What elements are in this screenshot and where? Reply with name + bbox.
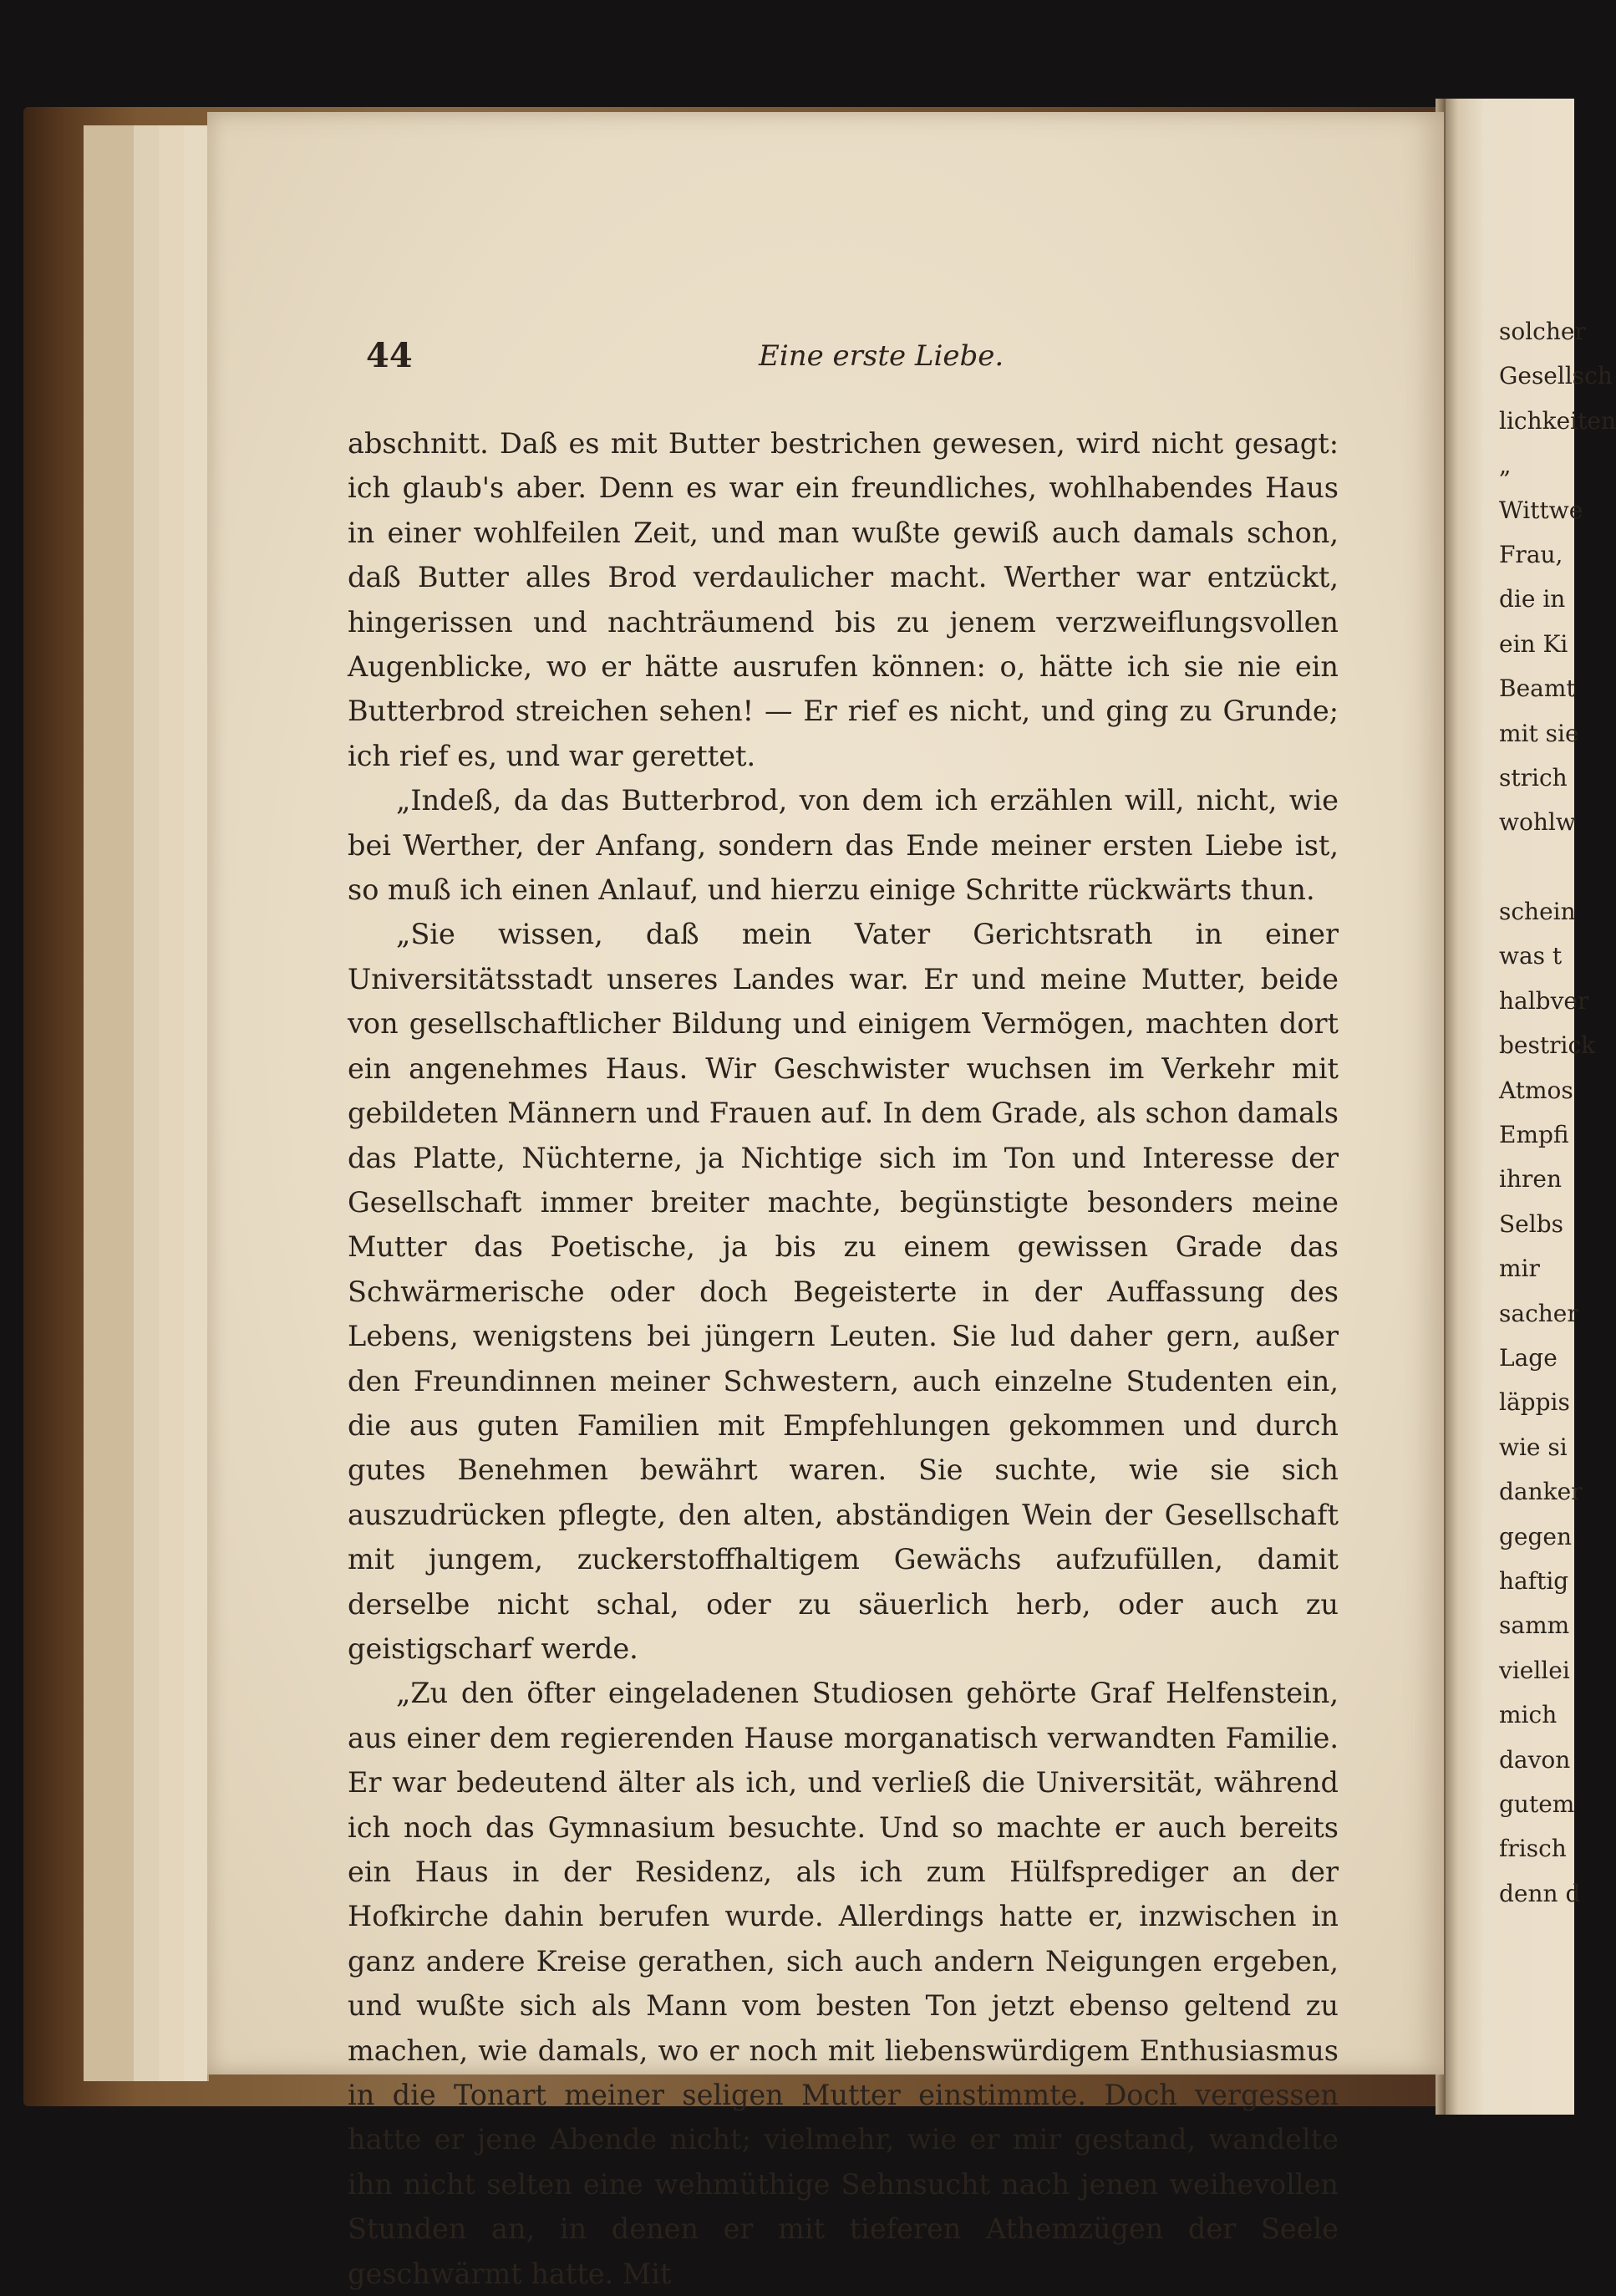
paragraph: „Sie wissen, daß mein Vater Gerichtsrath in einer Universitätsstadt unseres Landes war. Er und meine Mutter, beide von gesellschaftlicher Bildung und einigem Vermögen, machten dort ein angenehmes Haus. Wir Geschwister wuchsen im Verkehr mit gebildeten Männern und Frauen auf. In dem Grade, als schon damals das Platte, Nüchterne, ja Nichtige sich im Ton und Interesse der Gesellschaft immer breiter machte, begünstigte besonders meine Mutter das Poetische, ja bis zu einem gewissen Grade das Schwärmerische oder doch Begeisterte in der Auffassung des Lebens, wenigstens bei jüngern Leuten. Sie lud daher gern, außer den Freundinnen meiner Schwestern, auch einzelne Studenten ein, die aus guten Familien mit Empfehlungen gekommen und durch gutes Benehmen bewährt waren. Sie suchte, wie sie sich auszudrücken pflegte, den alten, abständigen Wein der Gesellschaft mit jungem, zuckerstoffhaltigem Gewächs aufzufüllen, damit derselbe nicht schal, oder zu säuerlich herb, oder auch zu geistigscharf werde.	[348, 918, 1339, 1665]
facing-page-line: bestrick	[1499, 1031, 1596, 1060]
facing-page-line: Empfi	[1499, 1121, 1569, 1149]
facing-page-line: halbver	[1499, 986, 1589, 1015]
facing-page-line: solcher	[1499, 318, 1586, 345]
facing-page-line: gegen	[1499, 1522, 1573, 1550]
facing-page-line: denn d	[1499, 1879, 1581, 1907]
facing-page-line: danker	[1499, 1478, 1583, 1506]
facing-page-line: Frau,	[1499, 540, 1563, 568]
facing-page-line: gutem	[1499, 1789, 1575, 1818]
facing-page-line: „	[1499, 451, 1512, 480]
facing-page-line: sacher	[1499, 1299, 1578, 1327]
facing-page-line: Selbs	[1499, 1209, 1563, 1238]
facing-page-line: mit sie	[1499, 719, 1579, 747]
facing-page-line: die in	[1499, 585, 1566, 613]
facing-page-line: Gesellsch	[1499, 362, 1613, 390]
facing-page-line: strich	[1499, 763, 1568, 792]
facing-page-line: läppis	[1499, 1388, 1570, 1417]
facing-page-line: samm	[1499, 1611, 1570, 1640]
facing-page-line: schein	[1499, 898, 1576, 926]
paragraph: „Zu den öfter eingeladenen Studiosen gehörte Graf Helfenstein, aus einer dem regierenden Hause morganatisch verwandten Familie. Er war bedeutend älter als ich, und verließ die Universität, während ich noch das Gymnasium besuchte. Und so machte er auch bereits ein Haus in der Residenz, als ich zum Hülfsprediger an der Hofkirche dahin berufen wurde. Allerdings hatte er, inzwischen in ganz andere Kreise gerathen, sich auch andern Neigungen ergeben, und wußte sich als Mann vom besten Ton jetzt ebenso geltend zu machen, wie damals, wo er noch mit liebenswürdigem Enthusiasmus in die Tonart meiner seligen Mutter einstimmte. Doch vergessen hatte er jene Abende nicht; vielmehr, wie er mir gestand, wandelte ihn nicht selten eine wehmüthige Sehnsucht nach jenen weihevollen Stunden an, in denen er mit tieferen Athemzügen der Seele geschwärmt hatte. Mit	[348, 1677, 1339, 2290]
facing-page-line: ihren	[1499, 1165, 1562, 1194]
page-edge	[134, 125, 160, 2081]
facing-page-line: was t	[1499, 942, 1563, 970]
page-edge	[84, 125, 135, 2081]
facing-page-line	[1499, 845, 1574, 889]
facing-page-line: ein Ki	[1499, 629, 1568, 658]
facing-page-text	[1499, 309, 1616, 1916]
page-number: 44	[366, 336, 413, 375]
paragraph: abschnitt. Daß es mit Butter bestrichen gewesen, wird nicht gesagt: ich glaub's aber. Denn es war ein freundliches, wohlhabendes Haus in einer wohlfeilen Zeit, und man wußte gewiß auch damals schon, daß Butter alles Brod verdaulicher macht. Werther war entzückt, hingerissen und nachträumend bis zu jenem verzweiflungsvollen Augenblicke, wo er hätte ausrufen können: o, hätte ich sie nie ein Butterbrod streichen sehen! — Er rief es nicht, und ging zu Grunde; ich rief es, und war gerettet.	[348, 427, 1339, 772]
facing-page-line: davon	[1499, 1745, 1571, 1774]
facing-page-line: Atmos	[1499, 1076, 1573, 1104]
body-text	[348, 421, 1339, 2296]
facing-page-line: wohlw	[1499, 808, 1576, 837]
paragraph: „Indeß, da das Butterbrod, von dem ich erzählen will, nicht, wie bei Werther, der Anfang, sondern das Ende meiner ersten Liebe ist, so muß ich einen Anlauf, und hierzu einige Schritte rückwärts thun.	[348, 784, 1339, 907]
facing-page-line: mir	[1499, 1255, 1540, 1283]
facing-page-line: mich	[1499, 1701, 1558, 1729]
facing-page-line: frisch	[1499, 1835, 1567, 1863]
running-title: Eine erste Liebe.	[759, 339, 1004, 373]
facing-page-line: Wittwe	[1499, 496, 1583, 524]
book-page	[207, 112, 1444, 2290]
facing-page-line: viellei	[1499, 1656, 1570, 1684]
page-edge	[159, 125, 185, 2081]
page-edge	[184, 125, 209, 2081]
facing-page-line: Lage	[1499, 1343, 1558, 1372]
facing-page-line: haftig	[1499, 1566, 1569, 1595]
facing-page-line: wie si	[1499, 1433, 1568, 1461]
facing-page-line: lichkeiten	[1499, 406, 1616, 435]
running-head	[207, 336, 1444, 386]
facing-page-line: Beamt	[1499, 675, 1576, 703]
